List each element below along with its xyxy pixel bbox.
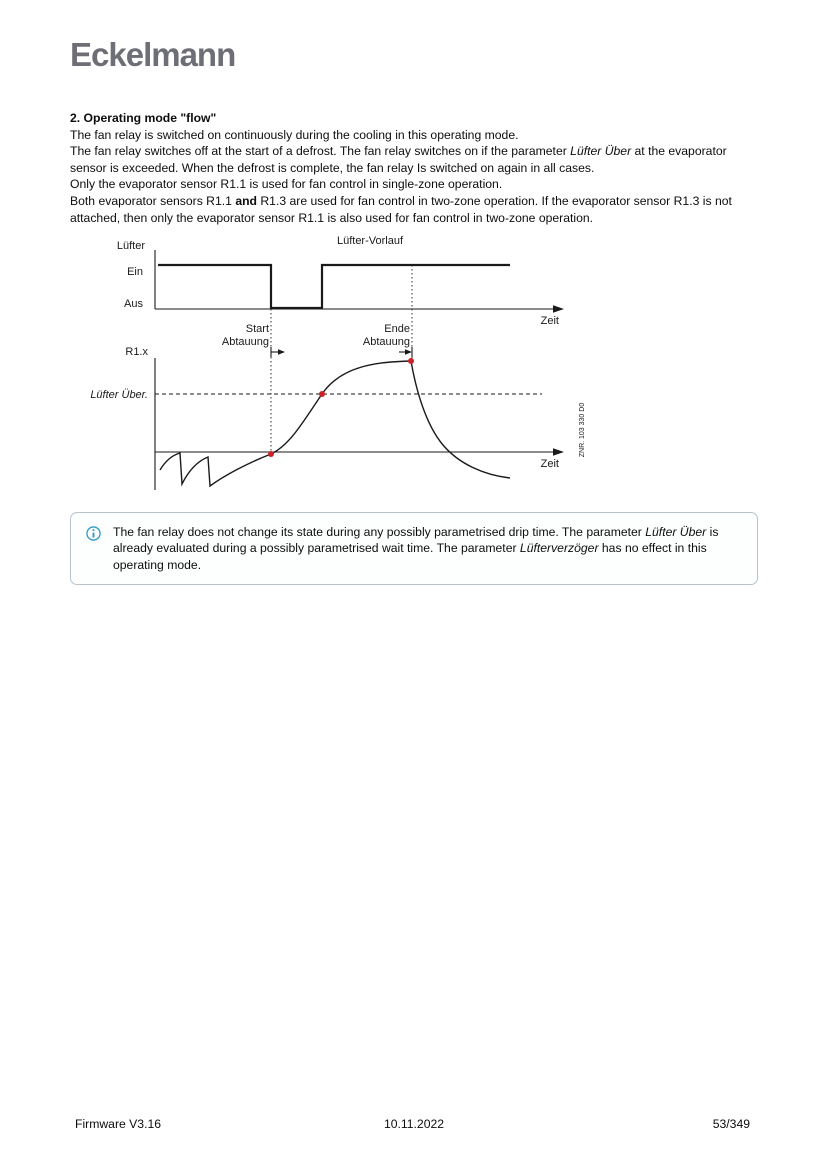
event-end-label-1: Ende <box>384 323 410 335</box>
event-start-label-2: Abtauung <box>221 336 269 348</box>
param-luefter-ueber: Lüfter Über <box>570 144 632 159</box>
threshold-label: Lüfter Über. <box>90 389 148 401</box>
fan-relay-signal <box>158 265 510 308</box>
paragraph-1 <box>70 127 764 144</box>
marker-defrost-start <box>268 451 274 457</box>
marker-defrost-end <box>408 358 414 364</box>
info-text-1: The fan relay does not change its state during any possibly parametrised drip time. The parameter <box>113 525 646 539</box>
bottom-x-axis-arrow <box>553 448 564 456</box>
drawing-number: ZNR. 103 330 D0 <box>579 402 586 458</box>
info-icon <box>86 526 101 541</box>
end-arrow-head <box>405 349 412 355</box>
body-text <box>70 110 764 226</box>
state-off-label: Aus <box>124 298 143 310</box>
start-arrow-head <box>278 349 285 355</box>
paragraph-2-text-b: at the evaporator sensor is exceeded. When the defrost is complete, the fan relay Is switched on again in all cases. <box>70 144 727 175</box>
paragraph-3 <box>70 176 764 193</box>
footer-firmware-version: Firmware V3.16 <box>75 1117 162 1131</box>
paragraph-4-text-b: R1.3 are used for fan control in two-zone operation. If the evaporator sensor R1.3 is not attached, then only the evaporator sensor R1.1 is also used for fan control in two-zone operation. <box>70 193 732 225</box>
bottom-axis-label: R1.x <box>125 346 148 358</box>
event-start-label-1: Start <box>245 323 269 335</box>
info-param-luefterverzoeger: Lüfterverzöger <box>519 541 599 556</box>
paragraph-3-text: Only the evaporator sensor R1.1 is used for fan control in single-zone operation. <box>70 177 503 192</box>
top-time-label: Zeit <box>540 315 559 327</box>
info-param-luefter-ueber: Lüfter Über <box>645 525 707 539</box>
section-heading: 2. Operating mode "flow" <box>70 111 217 125</box>
info-text-2: is already evaluated during a possibly parametrised wait time. The parameter <box>113 525 719 556</box>
sensor-temperature-curve <box>160 361 510 486</box>
event-end-label-2: Abtauung <box>362 336 410 348</box>
eckelmann-logo: Eckelmann <box>70 36 236 73</box>
state-on-label: Ein <box>127 266 143 278</box>
paragraph-4-bold: and <box>235 193 257 208</box>
top-axis-label: Lüfter <box>116 240 145 252</box>
paragraph-2 <box>70 143 764 176</box>
marker-threshold-crossing <box>319 391 325 397</box>
top-x-axis-arrow <box>553 305 564 313</box>
paragraph-1-text: The fan relay is switched on continuously during the cooling in this operating mode. <box>70 127 519 142</box>
fan-timing-diagram-svg <box>70 232 615 500</box>
footer-page-number: 53/349 <box>712 1117 750 1131</box>
paragraph-2-text-a: The fan relay switches off at the start of a defrost. The fan relay switches on if the parameter <box>70 144 571 159</box>
bottom-time-label: Zeit <box>540 458 559 470</box>
info-note-box <box>70 512 758 585</box>
paragraph-4 <box>70 193 764 226</box>
fan-timing-diagram <box>70 232 615 500</box>
footer-date: 10.11.2022 <box>383 1117 445 1131</box>
info-text-3: has no effect in this operating mode. <box>113 541 707 572</box>
diagram-title: Lüfter-Vorlauf <box>336 235 404 247</box>
paragraph-4-text-a: Both evaporator sensors R1.1 <box>70 193 236 208</box>
